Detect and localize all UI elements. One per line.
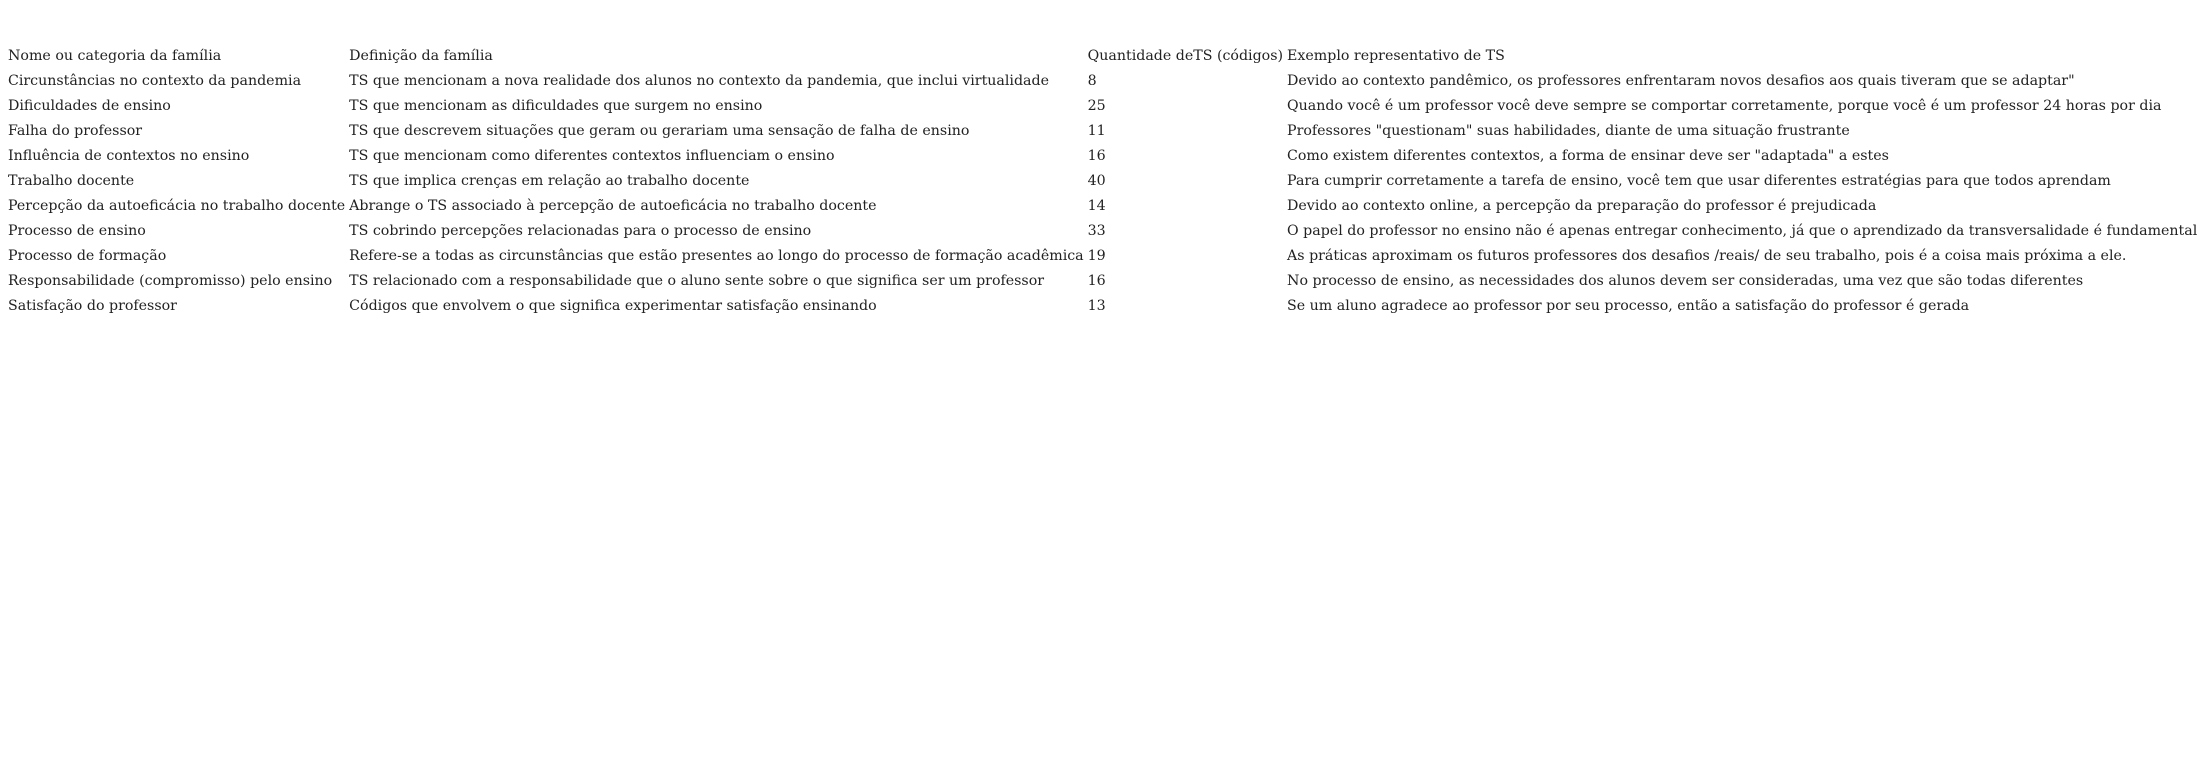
cell-ts-example: Devido ao contexto pandêmico, os professores enfrentaram novos desafios aos quais tiveram que se adaptar" [1287,73,2075,89]
table-row [4,244,2197,269]
cell-ts-quantity: 11 [1087,123,1106,139]
cell-family-definition: TS cobrindo percepções relacionadas para o processo de ensino [349,223,812,239]
cell-family-name: Processo de ensino [8,223,146,239]
cell-ts-example: Se um aluno agradece ao professor por seu processo, então a satisfação do professor é gerada [1287,298,1970,314]
table-row [4,94,2197,119]
cell-family-name: Processo de formação [8,248,167,264]
cell-family-definition: TS que mencionam as dificuldades que surgem no ensino [349,98,763,114]
cell-ts-quantity: 40 [1087,173,1106,189]
cell-ts-example: Professores "questionam" suas habilidades, diante de uma situação frustrante [1287,123,1850,139]
cell-family-name: Influência de contextos no ensino [8,148,250,164]
cell-family-definition: Códigos que envolvem o que significa experimentar satisfação ensinando [349,298,877,314]
table-row [4,119,2197,144]
cell-family-definition: TS que mencionam como diferentes contextos influenciam o ensino [349,148,835,164]
table-header [4,44,2197,69]
table-row [4,269,2197,294]
cell-family-definition: TS que mencionam a nova realidade dos alunos no contexto da pandemia, que inclui virtualidade [349,73,1049,89]
table-row [4,169,2197,194]
cell-ts-quantity: 16 [1087,273,1106,289]
cell-family-name: Dificuldades de ensino [8,98,171,114]
cell-family-definition: Refere-se a todas as circunstâncias que estão presentes ao longo do processo de formação acadêmica [349,248,1084,264]
cell-family-name: Responsabilidade (compromisso) pelo ensino [8,273,333,289]
cell-ts-quantity: 25 [1087,98,1106,114]
table-row [4,69,2197,94]
cell-ts-example: As práticas aproximam os futuros professores dos desafios /reais/ de seu trabalho, pois é a coisa mais próxima a ele. [1287,248,2127,264]
header-ts-example: Exemplo representativo de TS [1287,48,1505,64]
header-family-definition: Definição da família [349,48,493,64]
header-ts-quantity: Quantidade deTS (códigos) [1087,48,1284,64]
cell-ts-example: Devido ao contexto online, a percepção da preparação do professor é prejudicada [1287,198,1877,214]
cell-family-name: Trabalho docente [8,173,135,189]
cell-ts-example: O papel do professor no ensino não é apenas entregar conhecimento, já que o aprendizado da transversalidade é fundamental [1287,223,2197,239]
cell-family-name: Percepção da autoeficácia no trabalho docente [8,198,346,214]
cell-family-name: Falha do professor [8,123,143,139]
header-family-name: Nome ou categoria da família [8,48,222,64]
cell-ts-quantity: 16 [1087,148,1106,164]
cell-ts-quantity: 8 [1087,73,1097,89]
cell-ts-example: Quando você é um professor você deve sempre se comportar corretamente, porque você é um professor 24 horas por dia [1287,98,2162,114]
cell-ts-quantity: 14 [1087,198,1106,214]
cell-family-definition: TS que implica crenças em relação ao trabalho docente [349,173,750,189]
cell-family-name: Circunstâncias no contexto da pandemia [8,73,302,89]
cell-family-definition: Abrange o TS associado à percepção de autoeficácia no trabalho docente [349,198,877,214]
cell-ts-example: No processo de ensino, as necessidades dos alunos devem ser consideradas, uma vez que são todas diferentes [1287,273,2084,289]
table-row [4,219,2197,244]
cell-ts-quantity: 19 [1087,248,1106,264]
table-row [4,194,2197,219]
cell-family-definition: TS relacionado com a responsabilidade que o aluno sente sobre o que significa ser um professor [349,273,1045,289]
table-row [4,294,2197,319]
cell-family-definition: TS que descrevem situações que geram ou gerariam uma sensação de falha de ensino [349,123,970,139]
cell-family-name: Satisfação do professor [8,298,177,314]
table-row [4,144,2197,169]
header-row [4,44,2197,69]
ts-families-table [4,44,2197,319]
cell-ts-quantity: 13 [1087,298,1106,314]
cell-ts-quantity: 33 [1087,223,1106,239]
table-body [4,69,2197,319]
cell-ts-example: Para cumprir corretamente a tarefa de ensino, você tem que usar diferentes estratégias para que todos aprendam [1287,173,2111,189]
cell-ts-example: Como existem diferentes contextos, a forma de ensinar deve ser "adaptada" a estes [1287,148,1889,164]
